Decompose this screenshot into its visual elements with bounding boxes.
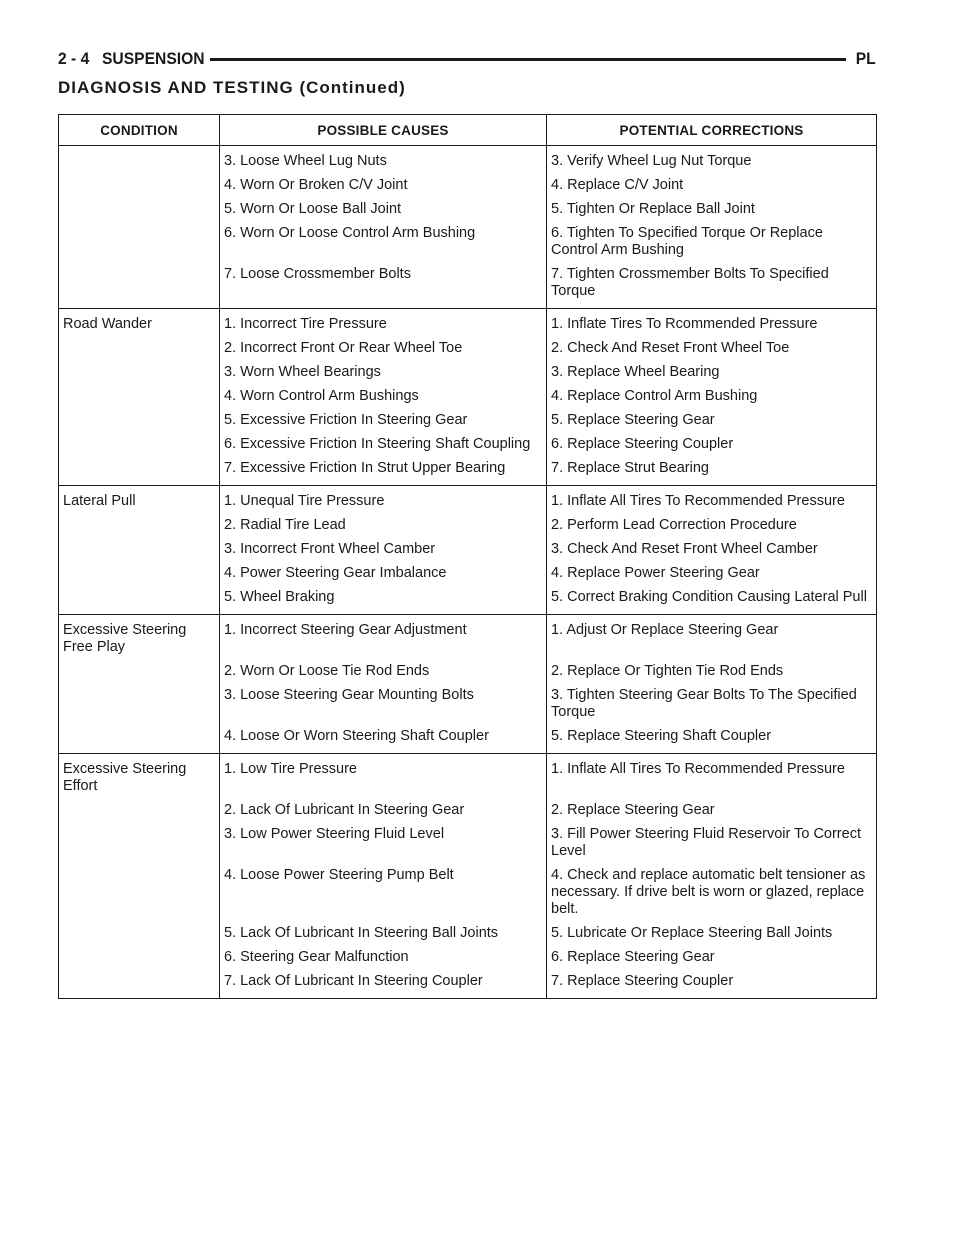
condition-cell: Road Wander [63, 316, 152, 332]
condition-cell [59, 684, 220, 725]
page-number: 2 - 4 [58, 49, 90, 68]
correction-cell: 4. Check and replace automatic belt tensioner as necessary. If drive belt is worn or glazed, replace belt. [547, 864, 877, 922]
condition-cell [59, 823, 220, 864]
condition-cell [59, 514, 220, 538]
column-header-condition: CONDITION [59, 115, 220, 146]
condition-cell [59, 385, 220, 409]
table-row [59, 222, 877, 263]
cause-cell: 6. Worn Or Loose Control Arm Bushing [220, 222, 547, 263]
table-row [59, 385, 877, 409]
page-header [58, 48, 876, 70]
condition-cell: Excessive Steering Free Play [63, 622, 187, 655]
correction-cell: 3. Fill Power Steering Fluid Reservoir To Correct Level [547, 823, 877, 864]
condition-cell: Lateral Pull [63, 493, 136, 509]
section-title: DIAGNOSIS AND TESTING (Continued) [58, 78, 406, 97]
correction-cell: 3. Verify Wheel Lug Nut Torque [547, 146, 877, 175]
table-row [59, 864, 877, 922]
table-row [59, 922, 877, 946]
correction-cell: 3. Tighten Steering Gear Bolts To The Specified Torque [547, 684, 877, 725]
cause-cell: 2. Radial Tire Lead [220, 514, 547, 538]
cause-cell: 1. Low Tire Pressure [220, 754, 547, 800]
table-row [59, 660, 877, 684]
cause-cell: 4. Worn Control Arm Bushings [220, 385, 547, 409]
correction-cell: 5. Tighten Or Replace Ball Joint [547, 198, 877, 222]
cause-cell: 4. Loose Power Steering Pump Belt [220, 864, 547, 922]
table-row [59, 337, 877, 361]
cause-cell: 1. Unequal Tire Pressure [220, 486, 547, 515]
column-header-causes: POSSIBLE CAUSES [220, 115, 547, 146]
cause-cell: 1. Incorrect Steering Gear Adjustment [220, 615, 547, 661]
condition-cell [59, 222, 220, 263]
correction-cell: 2. Replace Or Tighten Tie Rod Ends [547, 660, 877, 684]
table-row [59, 409, 877, 433]
correction-cell: 5. Lubricate Or Replace Steering Ball Joints [547, 922, 877, 946]
correction-cell: 7. Replace Steering Coupler [547, 970, 877, 999]
condition-cell [59, 174, 220, 198]
correction-cell: 1. Inflate All Tires To Recommended Pressure [547, 754, 877, 800]
cause-cell: 3. Worn Wheel Bearings [220, 361, 547, 385]
cause-cell: 5. Wheel Braking [220, 586, 547, 615]
correction-cell: 1. Inflate All Tires To Recommended Pressure [547, 486, 877, 515]
table-row [59, 799, 877, 823]
correction-cell: 2. Replace Steering Gear [547, 799, 877, 823]
condition-cell [59, 586, 220, 615]
table-row [59, 514, 877, 538]
correction-cell: 5. Replace Steering Gear [547, 409, 877, 433]
condition-cell [59, 198, 220, 222]
table-row [59, 684, 877, 725]
cause-cell: 5. Lack Of Lubricant In Steering Ball Joints [220, 922, 547, 946]
table-row [59, 754, 877, 800]
condition-cell [59, 725, 220, 754]
condition-cell [59, 457, 220, 486]
condition-cell [59, 263, 220, 309]
header-rule [210, 58, 847, 61]
correction-cell: 3. Check And Reset Front Wheel Camber [547, 538, 877, 562]
table-row [59, 457, 877, 486]
table-row [59, 725, 877, 754]
cause-cell: 6. Steering Gear Malfunction [220, 946, 547, 970]
correction-cell: 3. Replace Wheel Bearing [547, 361, 877, 385]
correction-cell: 5. Replace Steering Shaft Coupler [547, 725, 877, 754]
table-body [59, 146, 877, 999]
table-row [59, 146, 877, 175]
correction-cell: 5. Correct Braking Condition Causing Lateral Pull [547, 586, 877, 615]
correction-cell: 4. Replace Control Arm Bushing [547, 385, 877, 409]
table-row [59, 946, 877, 970]
correction-cell: 4. Replace C/V Joint [547, 174, 877, 198]
cause-cell: 6. Excessive Friction In Steering Shaft Coupling [220, 433, 547, 457]
table-row [59, 615, 877, 661]
cause-cell: 2. Lack Of Lubricant In Steering Gear [220, 799, 547, 823]
condition-cell [59, 946, 220, 970]
cause-cell: 5. Worn Or Loose Ball Joint [220, 198, 547, 222]
correction-cell: 2. Perform Lead Correction Procedure [547, 514, 877, 538]
correction-cell: 1. Adjust Or Replace Steering Gear [547, 615, 877, 661]
edition-code: PL [856, 49, 876, 68]
condition-cell [59, 864, 220, 922]
cause-cell: 7. Excessive Friction In Strut Upper Bearing [220, 457, 547, 486]
table-row [59, 198, 877, 222]
table-row [59, 562, 877, 586]
cause-cell: 4. Power Steering Gear Imbalance [220, 562, 547, 586]
condition-cell [59, 660, 220, 684]
correction-cell: 7. Replace Strut Bearing [547, 457, 877, 486]
table-row [59, 433, 877, 457]
cause-cell: 3. Low Power Steering Fluid Level [220, 823, 547, 864]
correction-cell: 6. Replace Steering Gear [547, 946, 877, 970]
correction-cell: 7. Tighten Crossmember Bolts To Specified Torque [547, 263, 877, 309]
condition-cell [59, 146, 220, 175]
condition-cell [59, 337, 220, 361]
condition-cell [59, 922, 220, 946]
column-header-corrections: POTENTIAL CORRECTIONS [547, 115, 877, 146]
table-row [59, 263, 877, 309]
cause-cell: 2. Worn Or Loose Tie Rod Ends [220, 660, 547, 684]
cause-cell: 7. Lack Of Lubricant In Steering Coupler [220, 970, 547, 999]
condition-cell [59, 799, 220, 823]
table-row [59, 174, 877, 198]
correction-cell: 2. Check And Reset Front Wheel Toe [547, 337, 877, 361]
table-row [59, 361, 877, 385]
condition-cell: Excessive Steering Effort [63, 761, 187, 794]
table-row [59, 486, 877, 515]
correction-cell: 4. Replace Power Steering Gear [547, 562, 877, 586]
table-row [59, 538, 877, 562]
condition-cell [59, 361, 220, 385]
table-header-row [59, 115, 877, 146]
table-row [59, 586, 877, 615]
correction-cell: 1. Inflate Tires To Rcommended Pressure [547, 309, 877, 338]
condition-cell [59, 433, 220, 457]
cause-cell: 5. Excessive Friction In Steering Gear [220, 409, 547, 433]
correction-cell: 6. Tighten To Specified Torque Or Replace Control Arm Bushing [547, 222, 877, 263]
table-row [59, 309, 877, 338]
cause-cell: 3. Incorrect Front Wheel Camber [220, 538, 547, 562]
condition-cell [59, 409, 220, 433]
cause-cell: 2. Incorrect Front Or Rear Wheel Toe [220, 337, 547, 361]
cause-cell: 3. Loose Steering Gear Mounting Bolts [220, 684, 547, 725]
diagnosis-table [58, 114, 877, 999]
section-name: SUSPENSION [102, 49, 205, 68]
cause-cell: 1. Incorrect Tire Pressure [220, 309, 547, 338]
condition-cell [59, 562, 220, 586]
cause-cell: 7. Loose Crossmember Bolts [220, 263, 547, 309]
table-row [59, 970, 877, 999]
correction-cell: 6. Replace Steering Coupler [547, 433, 877, 457]
cause-cell: 4. Worn Or Broken C/V Joint [220, 174, 547, 198]
table-row [59, 823, 877, 864]
condition-cell [59, 538, 220, 562]
cause-cell: 4. Loose Or Worn Steering Shaft Coupler [220, 725, 547, 754]
condition-cell [59, 970, 220, 999]
cause-cell: 3. Loose Wheel Lug Nuts [220, 146, 547, 175]
